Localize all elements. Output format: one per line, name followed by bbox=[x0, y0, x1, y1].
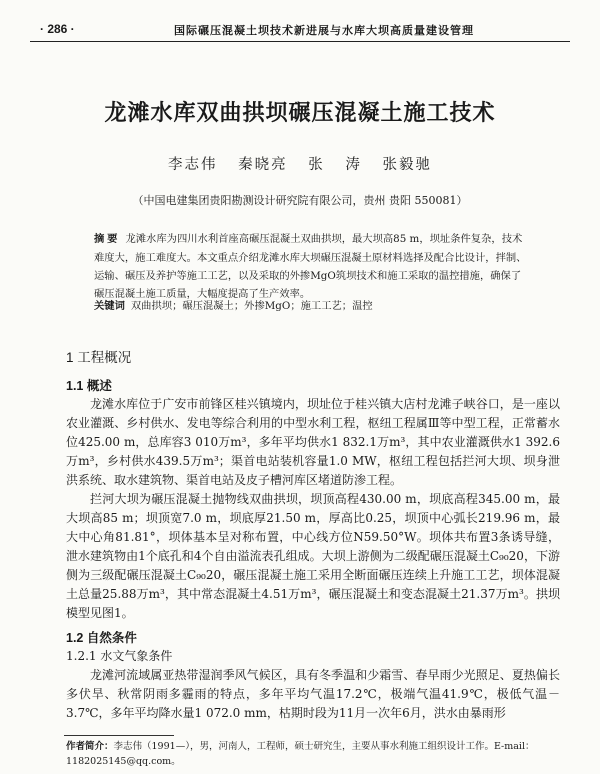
header-rule bbox=[30, 41, 570, 42]
footnote-text: 李志伟（1991—），男，河南人，工程师，硕士研究生，主要从事水利施工组织设计工作。E-mail：1182025145@qq.com。 bbox=[66, 741, 535, 767]
footnote bbox=[66, 739, 570, 769]
paper-title: 龙滩水库双曲拱坝碾压混凝土施工技术 bbox=[104, 100, 496, 125]
page-number: · 286 · bbox=[40, 22, 75, 36]
keywords-text: 双曲拱坝；碾压混凝土；外掺MgO；施工工艺；温控 bbox=[130, 300, 373, 312]
abstract-text: 龙滩水库为四川水利首座高碾压混凝土双曲拱坝，最大坝高85 m，坝址条件复杂，技术难度大，施工难度大。本文重点介绍龙滩水库大坝碾压混凝土原材料选择及配合比设计，拌制、运输、碾压及养护等施工工艺，以及采取的外掺MgO筑坝技术和施工采取的温控措施，确保了碾压混凝土施工质量，大幅度提高了生产效率。 bbox=[94, 233, 527, 300]
section-heading-1-1: 1.1 概述 bbox=[66, 379, 112, 393]
running-header bbox=[24, 22, 576, 42]
section-heading-1-2: 1.2 自然条件 bbox=[66, 631, 137, 645]
journal-title: 国际碾压混凝土坝技术新进展与水库大坝高质量建设管理 bbox=[174, 25, 474, 37]
abstract bbox=[94, 230, 530, 303]
footnote-rule bbox=[64, 735, 174, 736]
paragraph-climate: 龙滩河流域属亚热带湿润季风气候区，具有冬季温和少霜雪、春早雨少光照足、夏热偏长多伏旱、秋常阴雨多霾雨的特点，多年平均气温17.2℃，极端气温41.9℃，极低气温－3.7℃，多年平均降水量1 072.0 mm，枯期时段为11月一次年6月，洪水由暴雨形 bbox=[66, 668, 560, 720]
paragraph-dam: 拦河大坝为碾压混凝土抛物线双曲拱坝，坝顶高程430.00 m，坝底高程345.00 m，最大坝高85 m；坝顶宽7.0 m，坝底厚21.50 m，厚高比0.25，坝顶中心弧长219.96 m，最大中心角81.81°，坝体基本呈对称布置，中心线方位N59.50°W。坝体共布置3条诱导缝，泄水建筑物由1个底孔和4个自由溢流表孔组成。大坝上游侧为二级配碾压混凝土C₉₀20，下游侧为三级配碾压混凝土C₉₀20，碾压混凝土施工采用全断面碾压连续上升施工工艺，坝体混凝土总量25.88万m³，其中常态混凝土4.51万m³，碾压混凝土和变态混凝土21.37万m³。拱坝模型见图1。 bbox=[66, 492, 560, 620]
authors: 李志伟 秦晓亮 张 涛 张毅驰 bbox=[168, 157, 432, 173]
footnote-label: 作者简介： bbox=[66, 741, 114, 752]
section-heading-1-2-1: 1.2.1 水文气象条件 bbox=[66, 649, 173, 663]
affiliation: （中国电建集团贵阳勘测设计研究院有限公司，贵州 贵阳 550081） bbox=[132, 194, 468, 207]
keywords-label: 关键词 bbox=[94, 301, 125, 312]
section-heading-1: 1 工程概况 bbox=[66, 350, 132, 365]
abstract-label: 摘 要 bbox=[94, 234, 118, 245]
paragraph-overview: 龙滩水库位于广安市前锋区桂兴镇境内，坝址位于桂兴镇大店村龙滩子峡谷口，是一座以农业灌溉、乡村供水、发电等综合利用的中型水利工程，枢纽工程属Ⅲ等中型工程，正常蓄水位425.00 m，总库容3 010万m³，多年平均供水1 832.1万m³，其中农业灌溉供水1 392.6万m³，乡村供水439.5万m³；渠首电站装机容量1.0 MW，枢纽工程包括拦河大坝、坝身泄洪系统、取水建筑物、渠首电站及皮子槽河库区堵道防渗工程。 bbox=[66, 397, 560, 487]
keywords bbox=[94, 297, 530, 312]
